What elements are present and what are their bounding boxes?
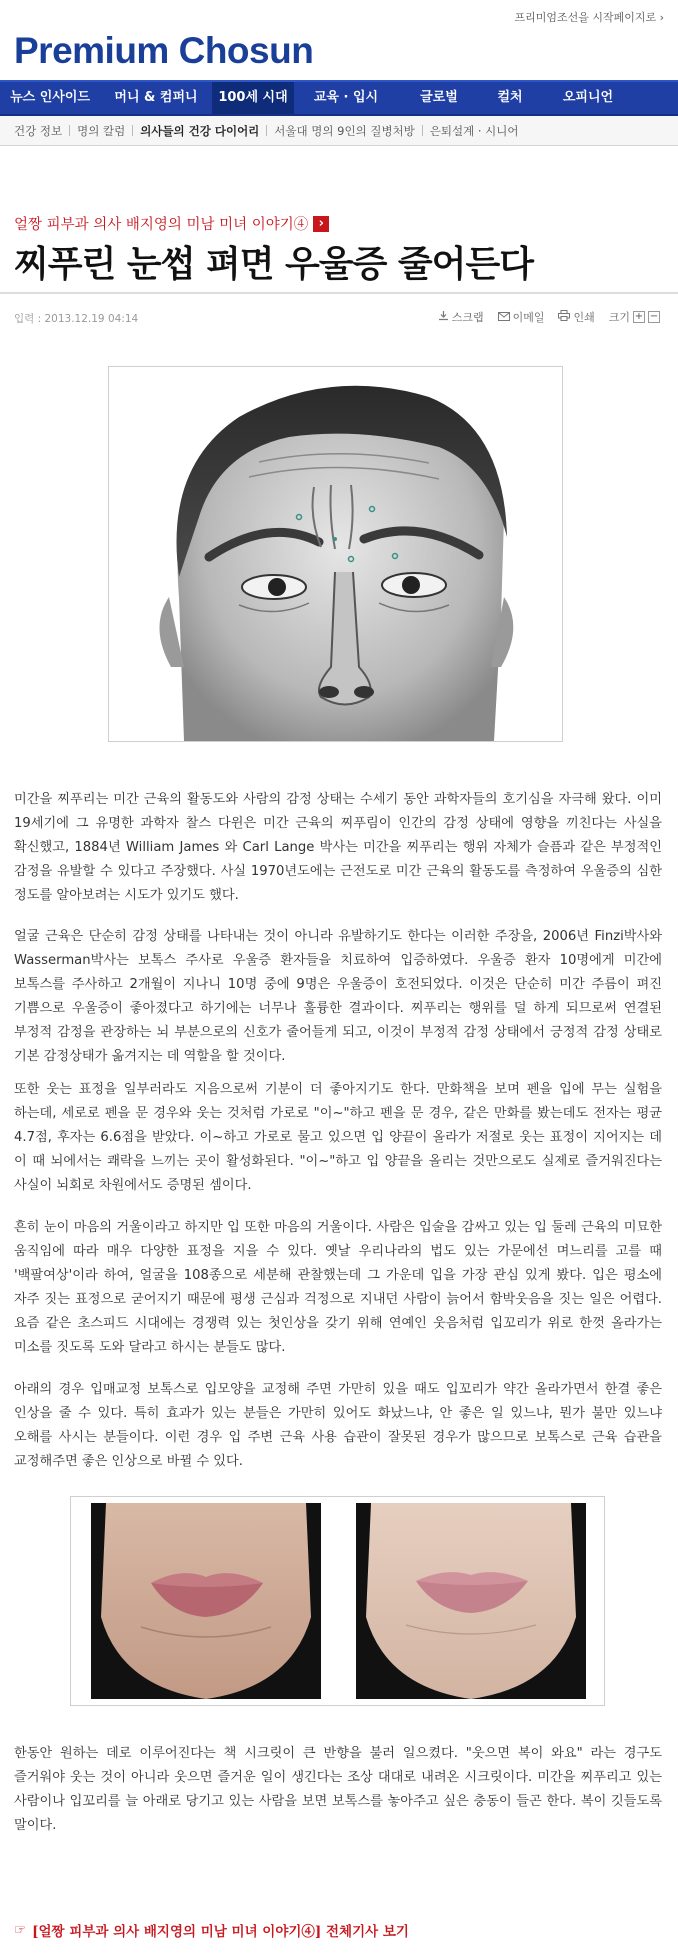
article-tools [424, 309, 660, 325]
article-paragraph: 한동안 원하는 데로 이루어진다는 책 시크릿이 큰 반향을 불러 일으켰다. "웃으면 복이 와요" 라는 경구도 즐거워야 웃는 것이 아니라 웃으면 즐거운 일이 생긴다는 조상 대대로 내려온 시크릿이다. 미간을 찌푸리고 있는 사람이나 입꼬리를 늘 아래로 당기고 있는 사람을 보면 보톡스를 놓아주고 싶은 충동이 들곤 한다. 복이 깃들도록 말이다. [14, 1746, 662, 1833]
download-icon [438, 310, 449, 324]
sub-nav [0, 116, 678, 146]
series-all-articles-link[interactable] [14, 1920, 409, 1940]
print-button[interactable] [558, 309, 594, 325]
pointing-hand-icon: ☞ [14, 1922, 27, 1938]
series-title: 얼짱 피부과 의사 배지영의 미남 미녀 이야기④ [14, 217, 309, 233]
top-bar [0, 0, 678, 34]
article-date: 입력 : 2013.12.19 04:14 [14, 313, 139, 325]
set-homepage-link[interactable]: 프리미엄조선을 시작페이지로 › [514, 11, 664, 24]
nav-item-100-years[interactable]: 100세 시대 [212, 82, 294, 114]
chevron-right-icon: › [313, 216, 329, 232]
envelope-icon [498, 311, 510, 324]
before-after-lips-photo [70, 1496, 605, 1706]
nav-item-global[interactable]: 글로벌 [420, 90, 458, 105]
article-headline: 찌푸린 눈썹 펴면 우울증 줄어든다 [14, 243, 533, 285]
nav-item-culture[interactable]: 컬처 [497, 90, 523, 105]
site-logo[interactable]: Premium Chosun [14, 30, 314, 71]
subnav-item-doctor-diary[interactable]: 의사들의 건강 다이어리 [140, 123, 260, 138]
subnav-item-health-info[interactable]: 건강 정보 [14, 123, 63, 138]
subnav-divider [132, 125, 133, 136]
lips-comparison [71, 1497, 604, 1705]
scrap-button[interactable] [438, 309, 484, 325]
face-drawing [109, 367, 562, 741]
email-label: 이메일 [512, 311, 545, 324]
subnav-divider [266, 125, 267, 136]
nav-item-money[interactable]: 머니 & 컴퍼니 [114, 90, 198, 105]
article-paragraph: 얼굴 근육은 단순히 감정 상태를 나타내는 것이 아니라 유발하기도 한다는 이러한 주장을, 2006년 Finzi박사와 Wasserman박사는 보톡스 주사로 우울증 환자들을 치료하여 입증하였다. 우울증 환자 10명에게 미간에 보톡스를 주사하고 2개월이 지나니 10명 중에 9명은 우울증이 호전되었다. 이것은 단순히 미간 주름이 펴진 기쁨으로 우울증이 좋아졌다고 하기에는 너무나 훌륭한 결과이다. 찌푸리는 행위를 덜 하게 되므로써 연결된 부정적 감정을 관장하는 뇌 부분으로의 신호가 줄어들게 되고, 이것이 부정적 감정 상태에서 긍정적 감정 상태로 기본 감정상태가 옮겨지는 데 역할을 할 것이다. [14, 929, 662, 1064]
main-nav [0, 80, 678, 116]
series-all-articles-label: [얼짱 피부과 의사 배지영의 미남 미녀 이야기④] 전체기사 보기 [32, 1924, 409, 1940]
subnav-divider [422, 125, 423, 136]
headline-divider [0, 292, 678, 294]
subnav-divider [69, 125, 70, 136]
subnav-item-retirement[interactable]: 은퇴설계 · 시니어 [429, 123, 519, 138]
subnav-item-doctor-column[interactable]: 명의 칼럼 [77, 123, 126, 138]
frowning-face-illustration [108, 366, 563, 742]
nav-item-opinion[interactable]: 오피니언 [562, 90, 614, 105]
scrap-label: 스크랩 [451, 311, 484, 324]
printer-icon [558, 310, 570, 324]
font-size-decrease-button[interactable]: − [649, 311, 659, 322]
article-paragraph: 미간을 찌푸리는 미간 근육의 활동도와 사람의 감정 상태는 수세기 동안 과학자들의 호기심을 자극해 왔다. 이미 19세기에 그 유명한 과학자 찰스 다윈은 미간 근육의 찌푸림이 인간의 감정 상태에 영향을 끼친다는 사실을 확신했고, 1884년 William James 와 Carl Lange 박사는 미간을 찌푸리는 행위 자체가 슬픔과 같은 부정적인 감정을 유발할 수 있다고 주장했다. 사실 1970년도에는 근전도로 미간 근육의 활동도를 측정하여 우울증의 심한 정도를 알아보려는 시도가 있기도 했다. [14, 792, 662, 903]
font-size-control [609, 309, 660, 325]
article-paragraph: 아래의 경우 입매교정 보톡스로 입모양을 교정해 주면 가만히 있을 때도 입꼬리가 약간 올라가면서 한결 좋은 인상을 줄 수 있다. 특히 효과가 있는 분들은 가만히 있어도 화났느냐, 안 좋은 일 있느냐, 뭔가 불만 있느냐 오해를 사시는 분들이다. 이런 경우 입 주변 근육 사용 습관이 잘못된 경우가 많으므로 보톡스로 근육 습관을 교정해주면 좋은 인상으로 바뀔 수 있다. [14, 1382, 662, 1469]
subnav-item-snu-doctors[interactable]: 서울대 명의 9인의 질병처방 [274, 123, 415, 138]
series-link[interactable] [14, 213, 329, 234]
font-size-increase-button[interactable]: + [634, 311, 644, 322]
font-size-label: 크기 [608, 311, 630, 324]
print-label: 인쇄 [573, 311, 595, 324]
email-button[interactable] [498, 309, 545, 325]
nav-item-news[interactable]: 뉴스 인사이드 [10, 90, 90, 105]
nav-item-education[interactable]: 교육 · 입시 [313, 90, 379, 105]
article-paragraph: 또한 웃는 표정을 일부러라도 지음으로써 기분이 더 좋아지기도 한다. 만화책을 보며 펜을 입에 무는 실험을 하는데, 세로로 펜을 문 경우와 웃는 것처럼 가로로 "이~"하고 펜을 문 경우, 같은 만화를 봤는데도 전자는 평균 4.7점, 후자는 6.6점을 받았다. 이~하고 가로로 물고 있으면 입 양끝이 올라가 저절로 웃는 표정이 지어지는 데 이 때 뇌에서는 쾌락을 느끼는 곳이 활성화된다. "이~"하고 입 양끝을 올리는 것만으로도 실제로 즐거워진다는 사실이 뇌회로 차원에서도 증명된 셈이다. [14, 1082, 662, 1193]
article-paragraph: 흔히 눈이 마음의 거울이라고 하지만 입 또한 마음의 거울이다. 사람은 입술을 감싸고 있는 입 둘레 근육의 미묘한 움직임에 따라 매우 다양한 표정을 지을 수 있다. 옛날 우리나라의 법도 있는 가문에선 며느리를 고를 때 '백팔여상'이라 하여, 얼굴을 108종으로 세분해 관찰했는데 그 가운데 입을 가장 관심 있게 봤다. 입은 평소에 자주 짓는 표정으로 굳어지기 때문에 평생 근심과 걱정으로 지내던 사람이 늙어서 함박웃음을 짓는 일은 어렵다. 요즘 같은 초스피드 시대에는 경쟁력 있는 첫인상을 갖기 위해 연예인 웃음처럼 입꼬리가 위로 한껏 올라가는 미소를 짓도록 도와 달라고 하시는 분들도 많다. [14, 1220, 662, 1355]
